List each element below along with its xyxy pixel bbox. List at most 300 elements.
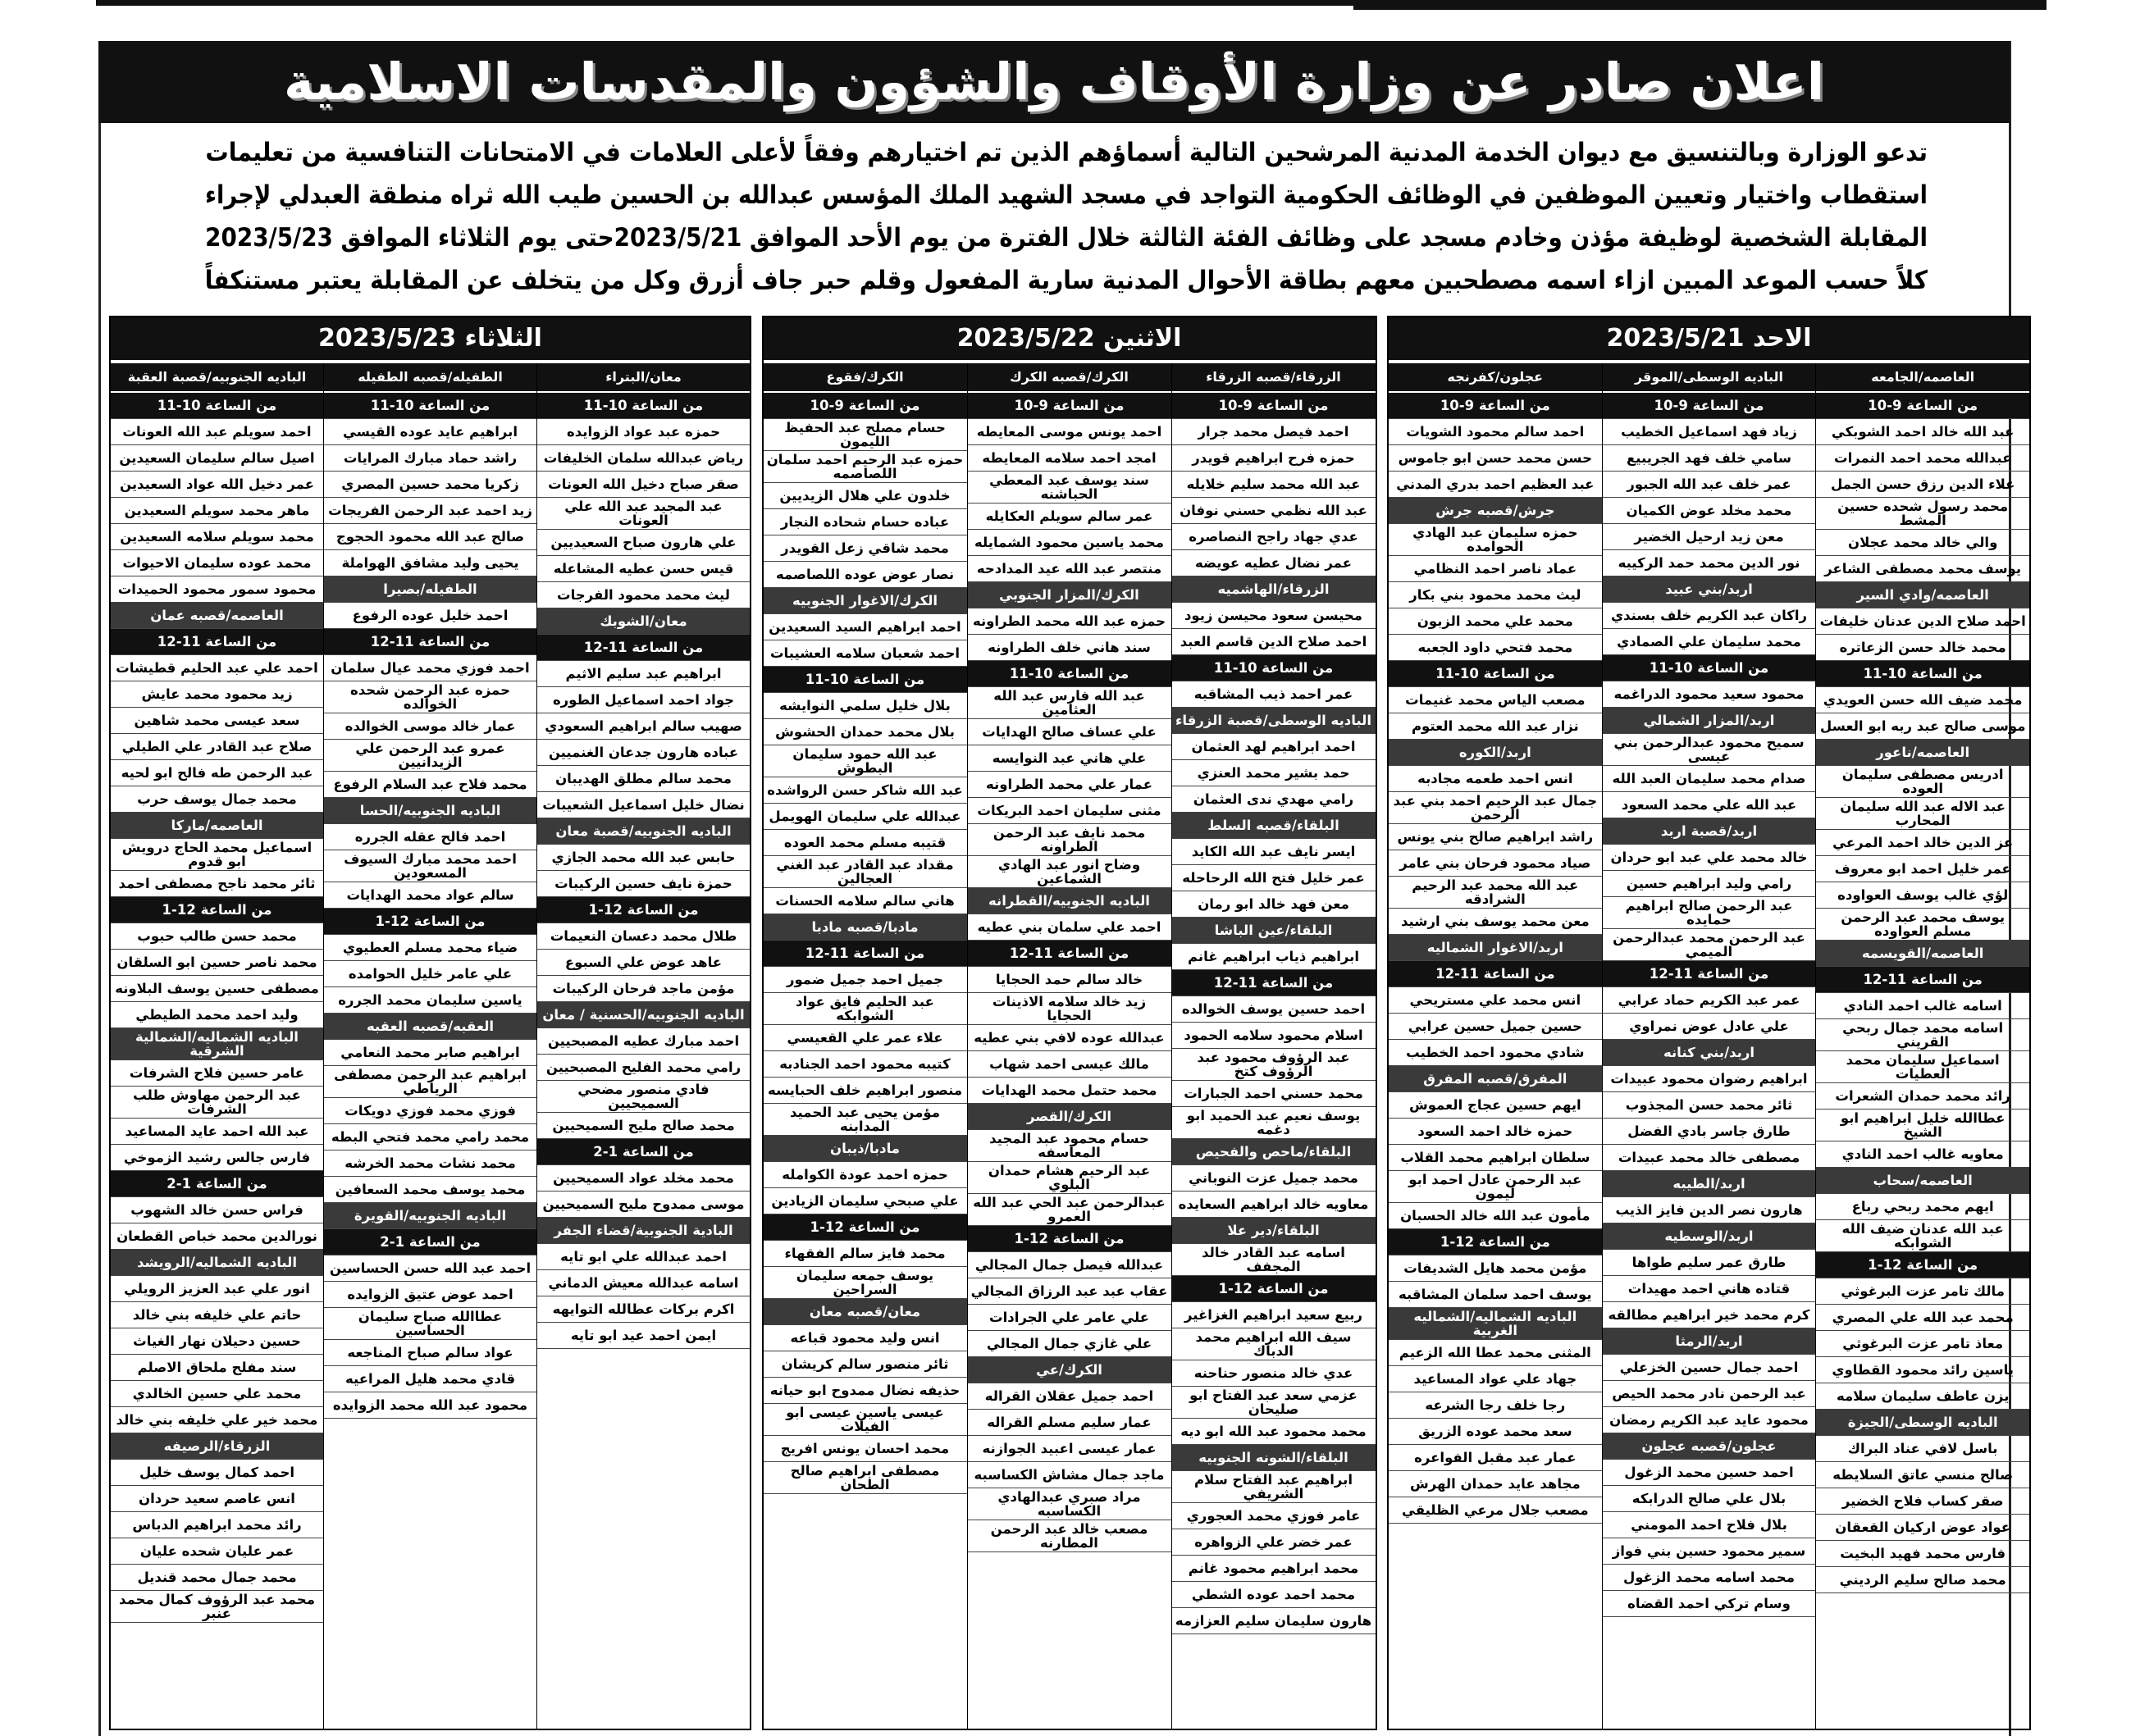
location-column [1389, 363, 1602, 1729]
candidate-name: خالد سالم حمد الحجايا [968, 967, 1171, 993]
candidate-name: صالح عبد الله محمود الحجوج [324, 524, 536, 550]
candidate-name: عطاالله خليل ابراهيم ابو الشيخ [1816, 1109, 2029, 1141]
candidate-name: علي صبحي سليمان الزيادين [764, 1188, 967, 1214]
candidate-name: ايسر نايف عبد الله الكايد [1172, 839, 1376, 865]
candidate-name: علي عادل عوض نمراوي [1603, 1014, 1816, 1040]
candidate-name: علي هاني عبد النوايسه [968, 745, 1171, 772]
candidate-name: محمد رامي محمد فتحي البطه [324, 1124, 536, 1150]
candidate-name: نصار عوض عوده اللصاصمه [764, 562, 967, 588]
candidate-name: عبدالله عوده لافي بني عطيه [968, 1025, 1171, 1051]
candidate-name: محمد خالد حسن الزعاتره [1816, 635, 2029, 661]
candidate-name: صقر صباح دخيل الله العونات [537, 472, 750, 498]
location-subheader: عجلون/قصبه عجلون [1603, 1433, 1816, 1460]
candidate-name: عاهد عوض علي السبوع [537, 950, 750, 976]
time-slot-header: من الساعة 1-2 [111, 1171, 323, 1197]
candidate-name: ابراهيم عبد الفتاح سلام الشريفي [1172, 1471, 1376, 1503]
candidate-name: نزار عبد الله محمد العتوم [1389, 713, 1602, 740]
candidate-name: احمد حسين محمد الزغول [1603, 1460, 1816, 1486]
candidate-name: محمد صالح مليح السميحيين [537, 1113, 750, 1139]
candidate-name: زيد خالد سلامه الاذينات الحجايا [968, 993, 1171, 1025]
location-subheader: الباديه الشماليه/الشمالية الشرقية [111, 1028, 323, 1060]
candidate-name: ابراهيم عايد عوده القيسي [324, 419, 536, 445]
candidate-name: جهاد علي عواد المساعيد [1389, 1366, 1602, 1392]
candidate-name: ثائر محمد حسن المجذوب [1603, 1092, 1816, 1119]
location-column [1602, 363, 1816, 1729]
location-subheader: اربد/الوسطيه [1603, 1223, 1816, 1250]
location-subheader: الباديه الجنوبيه/الحسنية / معان [537, 1002, 750, 1028]
time-slot-header: من الساعة 1-2 [324, 1229, 536, 1255]
time-slot-header: من الساعة 10-11 [1389, 661, 1602, 687]
candidate-name: محيسن سعود محيسن زيود [1172, 603, 1376, 629]
candidate-name: عبد الرحمن محمد عبدالرحمن الميمي [1603, 929, 1816, 961]
candidate-name: رجا خلف رجا الشرعه [1389, 1392, 1602, 1419]
candidate-name: مؤمن يحيى عبد الحميد المدابنه [764, 1104, 967, 1136]
candidate-name: موسى ممدوح مليح السميحيين [537, 1192, 750, 1218]
time-slot-header: من الساعة 11-12 [537, 635, 750, 661]
candidate-name: عماد ناصر احمد النظامي [1389, 556, 1602, 582]
column-header: الزرقاء/قصبه الزرقاء [1172, 363, 1376, 393]
candidate-name: انس محمد علي مستريحي [1389, 987, 1602, 1014]
candidate-name: حابس عبد الله محمد الجازي [537, 845, 750, 871]
location-column [764, 363, 967, 1729]
location-subheader: البلقاء/ماحص والفحيص [1172, 1139, 1376, 1165]
candidate-name: عز الدين خالد احمد المرعي [1816, 830, 2029, 856]
time-slot-header: من الساعة 10-11 [764, 667, 967, 693]
candidate-name: معن محمد يوسف بني ارشيد [1389, 909, 1602, 935]
candidate-name: خالد محمد علي عبد ابو حردان [1603, 845, 1816, 871]
candidate-name: احمد حسين يوسف الخوالده [1172, 996, 1376, 1023]
candidate-name: عقاب عبد عبد الرزاق المجالي [968, 1278, 1171, 1305]
candidate-name: فادي منصور مضحي السميحيين [537, 1081, 750, 1113]
location-subheader: جرش/قصبه جرش [1389, 498, 1602, 524]
candidate-name: محمد نايف عبد الرحمن الطراونه [968, 824, 1171, 856]
candidate-name: مصعب الياس محمد غنيمات [1389, 687, 1602, 713]
time-slot-header: من الساعة 10-11 [324, 393, 536, 419]
candidate-name: ايهم حسين عجاج العموش [1389, 1092, 1602, 1119]
candidate-name: كتيبه محمود احمد الجنادبه [764, 1051, 967, 1078]
candidate-name: فارس جالس رشيد الزموخي [111, 1145, 323, 1171]
schedule-days [109, 316, 2031, 1730]
candidate-name: عبد الاله عبد الله سليمان المحارب [1816, 798, 2029, 830]
candidate-name: حمد بشير محمد العنزي [1172, 760, 1376, 786]
candidate-name: عبد الله عدنان ضيف الله الشوابكه [1816, 1220, 2029, 1252]
time-slot-header: من الساعة 12-1 [111, 897, 323, 923]
candidate-name: معاويه خالد ابراهيم السعايده [1172, 1192, 1376, 1218]
intro-line: تدعو الوزارة وبالتنسيق مع ديوان الخدمة المدنية المرشحين التالية أسماؤهم الذين تم اختيارهم وفقاً لأعلى العلامات في الامتحانات التنافسية من تعليمات [205, 138, 1928, 167]
candidate-name: عبد الله حمود سليمان البطوش [764, 745, 967, 777]
candidate-name: رياض عبدالله سلمان الخليفات [537, 445, 750, 472]
location-subheader: اربد/الرمثا [1603, 1328, 1816, 1355]
candidate-name: يوسف جمعه سليمان السراحين [764, 1267, 967, 1299]
candidate-name: عبد الرحمن طه فالح ابو لحيه [111, 760, 323, 786]
candidate-name: ضياء محمد مسلم العطيوي [324, 935, 536, 961]
candidate-name: عمار عيسى اعبيد الجوازنه [968, 1436, 1171, 1462]
candidate-name: انس احمد طعمه مجادبه [1389, 766, 1602, 792]
candidate-name: محمد شاقي زعل القويدر [764, 535, 967, 562]
candidate-name: مقداد عبد القادر عبد الغني العجالين [764, 856, 967, 888]
candidate-name: وسام تركي احمد القضاه [1603, 1591, 1816, 1617]
time-slot-header: من الساعة 12-1 [537, 897, 750, 923]
candidate-name: احمد ابراهيم لهد العثمان [1172, 734, 1376, 760]
candidate-name: حمزه عبد الرحيم احمد سلمان اللصاصمه [764, 451, 967, 483]
candidate-name: مراد صبري عبدالهادي الكساسبه [968, 1488, 1171, 1520]
candidate-name: بلال محمد حمدان الحشوش [764, 719, 967, 745]
candidate-name: صياد محمود فرحان بني عامر [1389, 850, 1602, 877]
candidate-name: محمد فتحي داود الجعبه [1389, 635, 1602, 661]
candidate-name: ياسين سليمان محمد الجرره [324, 987, 536, 1014]
time-slot-header: من الساعة 11-12 [1172, 970, 1376, 996]
location-subheader: البلقاء/دير علا [1172, 1218, 1376, 1244]
candidate-name: فوزي محمد فوزي دويكات [324, 1098, 536, 1124]
candidate-name: عمر دخيل الله عواد السعيدين [111, 472, 323, 498]
candidate-name: اسامه عبدالله معيش الدماني [537, 1270, 750, 1296]
candidate-name: حسام محمود عبد المجيد المعاسفه [968, 1130, 1171, 1162]
column-header: الطفيله/قصبه الطفيله [324, 363, 536, 393]
candidate-name: ثائر محمد ناجح مصطفى احمد [111, 871, 323, 897]
candidate-name: عزمي سعد عبد الفتاح ابو صليحان [1172, 1387, 1376, 1419]
candidate-name: طارق عمر سليم طواها [1603, 1250, 1816, 1276]
candidate-name: محمد نشات محمد الخرشه [324, 1150, 536, 1177]
time-slot-header: من الساعة 9-10 [968, 393, 1171, 419]
candidate-name: خلدون علي هلال الزيديين [764, 483, 967, 509]
candidate-name: صقر كساب فلاح الخضير [1816, 1488, 2029, 1515]
time-slot-header: من الساعة 9-10 [1389, 393, 1602, 419]
top-black-block [1353, 0, 2047, 10]
candidate-name: محمد حسن طالب حبوب [111, 923, 323, 950]
candidate-name: محمد فلاح عبد السلام الرفوع [324, 772, 536, 798]
candidate-name: عمر سالم سويلم العكايله [968, 503, 1171, 530]
candidate-name: احمد خليل عوده الرفوع [324, 603, 536, 629]
candidate-name: عبدالله محمد احمد النمرات [1816, 445, 2029, 472]
candidate-name: حمزه عبد عواد الزوايده [537, 419, 750, 445]
location-column [967, 363, 1171, 1729]
candidate-name: محمد ابراهيم محمود غانم [1172, 1556, 1376, 1582]
candidate-name: عمر نضال عطيه عويضه [1172, 550, 1376, 576]
candidate-name: عدي خالد منصور حناحنه [1172, 1360, 1376, 1387]
candidate-name: محمود عايد عبد الكريم رمضان [1603, 1407, 1816, 1433]
candidate-name: سعد عيسى محمد شاهين [111, 708, 323, 734]
time-slot-header: من الساعة 11-12 [324, 629, 536, 655]
candidate-name: ايمن احمد عيد ابو تايه [537, 1323, 750, 1349]
location-subheader: اربد/بني عبيد [1603, 576, 1816, 603]
candidate-name: ايهم محمد ربحي رباع [1816, 1194, 2029, 1220]
candidate-name: محمد ناصر حسين ابو السلقان [111, 950, 323, 976]
time-slot-header: من الساعة 12-1 [324, 909, 536, 935]
candidate-name: محمد محمود عبد الله ابو ديه [1172, 1419, 1376, 1445]
candidate-name: معن زيد ارحيل الخضير [1603, 524, 1816, 550]
location-subheader: الزرقاء/الرصيفه [111, 1433, 323, 1460]
candidate-name: حمزه فرح ابراهيم قويدر [1172, 445, 1376, 472]
candidate-name: ليث محمد محمود الفرجات [537, 582, 750, 608]
time-slot-header: من الساعة 9-10 [1816, 393, 2029, 419]
candidate-name: راشد ابراهيم صالح بني يونس [1389, 824, 1602, 850]
location-subheader: معان/الشوبك [537, 608, 750, 635]
location-subheader: اربد/الكوره [1389, 740, 1602, 766]
time-slot-header: من الساعة 10-11 [1172, 655, 1376, 681]
location-subheader: الباديه الجنوبيه/قصبة معان [537, 818, 750, 845]
candidate-name: عامر حسين فلاح الشرفات [111, 1060, 323, 1087]
candidate-name: عمر خضر علي الزواهره [1172, 1529, 1376, 1556]
candidate-name: ابراهيم صابر محمد النعامي [324, 1040, 536, 1066]
location-subheader: العقبه/قصبه العقبه [324, 1014, 536, 1040]
candidate-name: ماجد جمال مشاش الكساسبه [968, 1462, 1171, 1488]
time-slot-header: من الساعة 1-2 [537, 1139, 750, 1165]
candidate-name: محمد حسني احمد الجبارات [1172, 1081, 1376, 1107]
candidate-name: احمد شعبان سلامه العشيبات [764, 640, 967, 667]
candidate-name: راكان عبد الكريم خلف بسندي [1603, 603, 1816, 629]
location-subheader: العاصمه/سحاب [1816, 1168, 2029, 1194]
candidate-name: حمزة نايف حسين الركيبات [537, 871, 750, 897]
candidate-name: عبد العظيم احمد بدري المدني [1389, 472, 1602, 498]
candidate-name: عبد الرحيم هشام حمدان البلوي [968, 1162, 1171, 1194]
candidate-name: عبد الله خالد احمد الشوبكي [1816, 419, 2029, 445]
candidate-name: معاويه غالب احمد النادي [1816, 1141, 2029, 1168]
candidate-name: عبد الله محمد سليم خلايله [1172, 472, 1376, 498]
time-slot-header: من الساعة 12-1 [968, 1226, 1171, 1252]
candidate-name: احمد سويلم عبد الله العونات [111, 419, 323, 445]
time-slot-header: من الساعة 10-11 [111, 393, 323, 419]
column-header: عجلون/كفرنجه [1389, 363, 1602, 393]
candidate-name: احمد سالم محمود الشويات [1389, 419, 1602, 445]
time-slot-header: من الساعة 10-11 [1603, 655, 1816, 681]
candidate-name: اسلام محمود سلامه الحمود [1172, 1023, 1376, 1049]
candidate-name: سعد محمد عوده الزريق [1389, 1419, 1602, 1445]
time-slot-header: من الساعة 10-11 [1816, 661, 2029, 687]
candidate-name: عبد الرحمن نادر محمد الحيص [1603, 1381, 1816, 1407]
candidate-name: سيف الله ابراهيم محمد الدباك [1172, 1328, 1376, 1360]
candidate-name: محمد فايز سالم الفقهاء [764, 1241, 967, 1267]
location-subheader: العاصمه/وادي السير [1816, 582, 2029, 608]
candidate-name: يحيى وليد مشافق الهواملة [324, 550, 536, 576]
intro-line: المقابلة الشخصية لوظيفة مؤذن وخادم مسجد على وظائف الفئة الثالثة خلال الفترة من يوم الأحد الموافق 2023/5/21حتى يوم الثلاثاء الموافق 2023/5/23 [205, 223, 1928, 253]
candidate-name: عمار خالد موسى الخوالده [324, 713, 536, 740]
candidate-name: ياسين رائد محمود القطاوي [1816, 1357, 2029, 1383]
candidate-name: سند هاني خلف الطراونه [968, 635, 1171, 661]
candidate-name: عمر احمد ذيب المشاقبه [1172, 681, 1376, 708]
candidate-name: شادي محمود احمد الخطيب [1389, 1040, 1602, 1066]
candidate-name: محمد احسان يونس افريج [764, 1436, 967, 1462]
time-slot-header: من الساعة 11-12 [1603, 961, 1816, 987]
candidate-name: مصعب جلال مرعي الظليقي [1389, 1497, 1602, 1524]
candidate-name: مالك تامر عزت البرغوثي [1816, 1278, 2029, 1305]
candidate-name: منصور ابراهيم خلف الحبايسه [764, 1078, 967, 1104]
candidate-name: حسين جميل حسين عرابي [1389, 1014, 1602, 1040]
location-subheader: الباديه الجنوبيه/الحسا [324, 798, 536, 824]
intro-line: كلاً حسب الموعد المبين ازاء اسمه مصطحبين معهم بطاقة الأحوال المدنية سارية المفعول وقلم حبر جاف أزرق وكل من يتخلف عن المقابلة يعتبر مستنكفاً [204, 266, 1928, 295]
candidate-name: محمد خير علي خليفه بني خالد [111, 1407, 323, 1433]
candidate-name: محمد مخلد عواد السميحيين [537, 1165, 750, 1192]
candidate-name: وليد احمد محمد الطيطي [111, 1002, 323, 1028]
candidate-name: عمار علي محمد الطراونه [968, 772, 1171, 798]
location-subheader: العاصمه/ماركا [111, 813, 323, 839]
candidate-name: عمار سليم مسلم القراله [968, 1410, 1171, 1436]
candidate-name: حمزه عبد الرحمن شحده الخوالده [324, 681, 536, 713]
candidate-name: احمد فوزي محمد عيال سلمان [324, 655, 536, 681]
candidate-name: محمد عبد الله علي المصري [1816, 1305, 2029, 1331]
location-subheader: الكرك/القصر [968, 1104, 1171, 1130]
candidate-name: رامي محمد الفليح المصبحيين [537, 1055, 750, 1081]
candidate-name: لؤي غالب يوسف العواوده [1816, 882, 2029, 909]
candidate-name: علي عامر خليل الحوامده [324, 961, 536, 987]
candidate-name: احمد علي عبد الحليم قطيشات [111, 655, 323, 681]
location-subheader: الطفيله/بصيرا [324, 576, 536, 603]
candidate-name: عمر عبد الكريم حماد عرابي [1603, 987, 1816, 1014]
candidate-name: احمد صلاح الدين عدنان خليفات [1816, 608, 2029, 635]
candidate-name: عبدالرحمن عبد الحي عبد الله العمرو [968, 1194, 1171, 1226]
candidate-name: بلال علي صالح الدرابكه [1603, 1486, 1816, 1512]
location-subheader: اربد/قصبة اربد [1603, 818, 1816, 845]
candidate-name: زيد احمد عبد الرحمن الفريجات [324, 498, 536, 524]
candidate-name: يوسف محمد عبد الرحمن مسلم العواوده [1816, 909, 2029, 941]
location-subheader: الباديه الوسطى/قصبة الزرقاء [1172, 708, 1376, 734]
day-heading: الثلاثاء 2023/5/23 [111, 317, 750, 363]
candidate-name: اسامه محمد جمال ربحي القريني [1816, 1019, 2029, 1051]
candidate-name: سمير محمود حسين بني فواز [1603, 1538, 1816, 1565]
candidate-name: عبد الله علي محمد السعود [1603, 792, 1816, 818]
candidate-name: علي عامر علي الجرادات [968, 1305, 1171, 1331]
candidate-name: محمد مخلد عوض الكميان [1603, 498, 1816, 524]
candidate-name: عواد عوض اركيان القعقان [1816, 1515, 2029, 1541]
location-subheader: الباديه الشماليه/الشماليه الغربية [1389, 1308, 1602, 1340]
day-columns [764, 363, 1376, 1729]
location-subheader: العاصمه/القويسمه [1816, 941, 2029, 967]
location-subheader: البادية الجنوبية/قضاء الجفر [537, 1218, 750, 1244]
candidate-name: اسماعيل محمد الحاج درويش ابو قدوم [111, 839, 323, 871]
candidate-name: سند يوسف عبد المعطي الحباشنه [968, 472, 1171, 503]
candidate-name: حمزه سليمان عبد الهادي الحوامده [1389, 524, 1602, 556]
candidate-name: محمد جميل عزت النوباني [1172, 1165, 1376, 1192]
time-slot-header: من الساعة 9-10 [1603, 393, 1816, 419]
candidate-name: ابراهيم رضوان محمود عبيدات [1603, 1066, 1816, 1092]
candidate-name: صدام محمد سليمان العبد الله [1603, 766, 1816, 792]
candidate-name: حسن محمد حسن ابو جاموس [1389, 445, 1602, 472]
day-heading: الاحد 2023/5/21 [1389, 317, 2029, 363]
candidate-name: احمد عوض عتيق الزوايده [324, 1282, 536, 1308]
candidate-name: عبد الرؤوف محمود عبد الرؤوف كتخ [1172, 1049, 1376, 1081]
candidate-name: جواد احمد اسماعيل الطوره [537, 687, 750, 713]
candidate-name: يوسف محمد مصطفى الشاعر [1816, 556, 2029, 582]
candidate-name: مجاهد عايد حمدان الهرش [1389, 1471, 1602, 1497]
candidate-name: طلال محمد دعسان النعيمات [537, 923, 750, 950]
candidate-name: عمر خليل فتح الله الرحاحله [1172, 865, 1376, 891]
candidate-name: رائد محمد حمدان الشعرات [1816, 1083, 2029, 1109]
candidate-name: زيد محمود محمد عايش [111, 681, 323, 708]
candidate-name: حاتم علي خليفه بني خالد [111, 1302, 323, 1328]
candidate-name: محمد يوسف محمد السعافين [324, 1177, 536, 1203]
candidate-name: باسل لافي عناد البراك [1816, 1436, 2029, 1462]
location-subheader: اربد/الاغوار الشماليه [1389, 935, 1602, 961]
candidate-name: احمد فيصل محمد جرار [1172, 419, 1376, 445]
candidate-name: رامي وليد ابراهيم حسين [1603, 871, 1816, 897]
candidate-name: احمد مبارك عطيه المصبحيين [537, 1028, 750, 1055]
candidate-name: عبد الحليم فايق عواد الشوابكه [764, 993, 967, 1025]
candidate-name: حسام مصلح عبد الحفيظ الليمون [764, 419, 967, 451]
candidate-name: مصطفى حسين يوسف البلاونه [111, 976, 323, 1002]
candidate-name: علي عساف صالح الهدايات [968, 719, 1171, 745]
candidate-name: قتاده هاني احمد مهيدات [1603, 1276, 1816, 1302]
candidate-name: محمد علي محمد الزبون [1389, 608, 1602, 635]
candidate-name: احمد جميل عقلان القراله [968, 1383, 1171, 1410]
location-subheader: اربد/الطيبه [1603, 1171, 1816, 1197]
candidate-name: محمد صالح سليم الرديني [1816, 1567, 2029, 1593]
candidate-name: يوسف نعيم عبد الحميد ابو دغمه [1172, 1107, 1376, 1139]
candidate-name: مصعب خالد عبد الرحمن المطارنه [968, 1520, 1171, 1552]
candidate-name: حمزه خالد احمد السعود [1389, 1119, 1602, 1145]
candidate-name: حمزه عبد الله محمد الطراونه [968, 608, 1171, 635]
candidate-name: عيسى ياسين عيسى ابو الفيلات [764, 1404, 967, 1436]
candidate-name: انس وليد محمود قباعه [764, 1325, 967, 1351]
location-column [1171, 363, 1376, 1729]
announcement-intro [205, 131, 1928, 308]
location-subheader: البلقاء/الشونه الجنوبيه [1172, 1445, 1376, 1471]
candidate-name: علي غازي جمال المجالي [968, 1331, 1171, 1357]
location-column [536, 363, 750, 1729]
candidate-name: محمد جمال محمد قنديل [111, 1565, 323, 1591]
column-header: الكرك/قصبه الكرك [968, 363, 1171, 393]
candidate-name: عبد الرحمن مهاوش طلب الشرفات [111, 1087, 323, 1119]
candidate-name: هارون نصر الدين فايز الذيب [1603, 1197, 1816, 1223]
candidate-name: طارق جاسر بادي الفضل [1603, 1119, 1816, 1145]
location-column [1815, 363, 2029, 1729]
candidate-name: عبد الله شاكر حسن الرواشده [764, 777, 967, 804]
location-subheader: الباديه الجنوبيه/القويرة [324, 1203, 536, 1229]
candidate-name: محمد عبد الرؤوف كمال محمد عنبر [111, 1591, 323, 1623]
location-subheader: مادبا/ذيبان [764, 1136, 967, 1162]
announcement-title: اعلان صادر عن وزارة الأوقاف والشؤون والمقدسات الاسلامية [98, 41, 2010, 123]
location-subheader: البلقاء/عين الباشا [1172, 918, 1376, 944]
column-header: معان/البتراء [537, 363, 750, 393]
time-slot-header: من الساعة 12-1 [1389, 1229, 1602, 1255]
location-subheader: الباديه الشماليه/الرويشد [111, 1250, 323, 1276]
candidate-name: عبد الله فارس عبد الله العثامين [968, 687, 1171, 719]
candidate-name: فارس محمد فهيد البخيت [1816, 1541, 2029, 1567]
location-subheader: اربد/المزار الشمالي [1603, 708, 1816, 734]
candidate-name: زياد فهد اسماعيل الخطيب [1603, 419, 1816, 445]
candidate-name: احمد محمد مبارك السيوف المسعودين [324, 850, 536, 882]
day-block [109, 316, 751, 1730]
candidate-name: علاء عمر علي القعيسي [764, 1025, 967, 1051]
candidate-name: جميل احمد جميل ضمور [764, 967, 967, 993]
candidate-name: محمد عوده سليمان الاحيوات [111, 550, 323, 576]
location-subheader: العاصمه/قصبه عمان [111, 603, 323, 629]
candidate-name: بلال فلاح احمد المومني [1603, 1512, 1816, 1538]
candidate-name: مؤمن محمد هايل الشديفات [1389, 1255, 1602, 1282]
time-slot-header: من الساعة 11-12 [764, 941, 967, 967]
time-slot-header: من الساعة 12-1 [1172, 1276, 1376, 1302]
candidate-name: احمد جمال حسين الخزعلي [1603, 1355, 1816, 1381]
candidate-name: عمر عليان شحده عليان [111, 1538, 323, 1565]
candidate-name: احمد كمال يوسف خليل [111, 1460, 323, 1486]
candidate-name: كرم محمد خير ابراهيم مطالقه [1603, 1302, 1816, 1328]
candidate-name: حسين دحيلان نهار الغياث [111, 1328, 323, 1355]
candidate-name: صلاح عبد القادر علي الطيلي [111, 734, 323, 760]
candidate-name: مصطفى خالد محمد عبيدات [1603, 1145, 1816, 1171]
day-columns [111, 363, 750, 1729]
day-block [1387, 316, 2031, 1730]
candidate-name: محمد سويلم سلامه السعيدين [111, 524, 323, 550]
location-subheader: الباديه الوسطى/الجيزة [1816, 1410, 2029, 1436]
candidate-name: احمد يونس موسى المعايطه [968, 419, 1171, 445]
intro-line: استقطاب واختيار وتعيين الموظفين في الوظائف الحكومية التواجد في مسجد الشهيد الملك المؤسس عبدالله بن الحسين طيب الله ثراه منطقة العبدلي لإجراء [205, 180, 1928, 210]
candidate-name: عبد الله محمد عبد الرحيم الشرادقه [1389, 877, 1602, 909]
candidate-name: احمد ابراهيم السيد السعيدين [764, 614, 967, 640]
time-slot-header: من الساعة 12-1 [1816, 1252, 2029, 1278]
candidate-name: علاء الدين رزق حسن الجمل [1816, 472, 2029, 498]
location-column [323, 363, 536, 1729]
location-subheader: الكرك/الاغوار الجنوبيه [764, 588, 967, 614]
candidate-name: حذيفه نضال ممدوح ابو حيانه [764, 1378, 967, 1404]
time-slot-header: من الساعة 11-12 [1816, 967, 2029, 993]
